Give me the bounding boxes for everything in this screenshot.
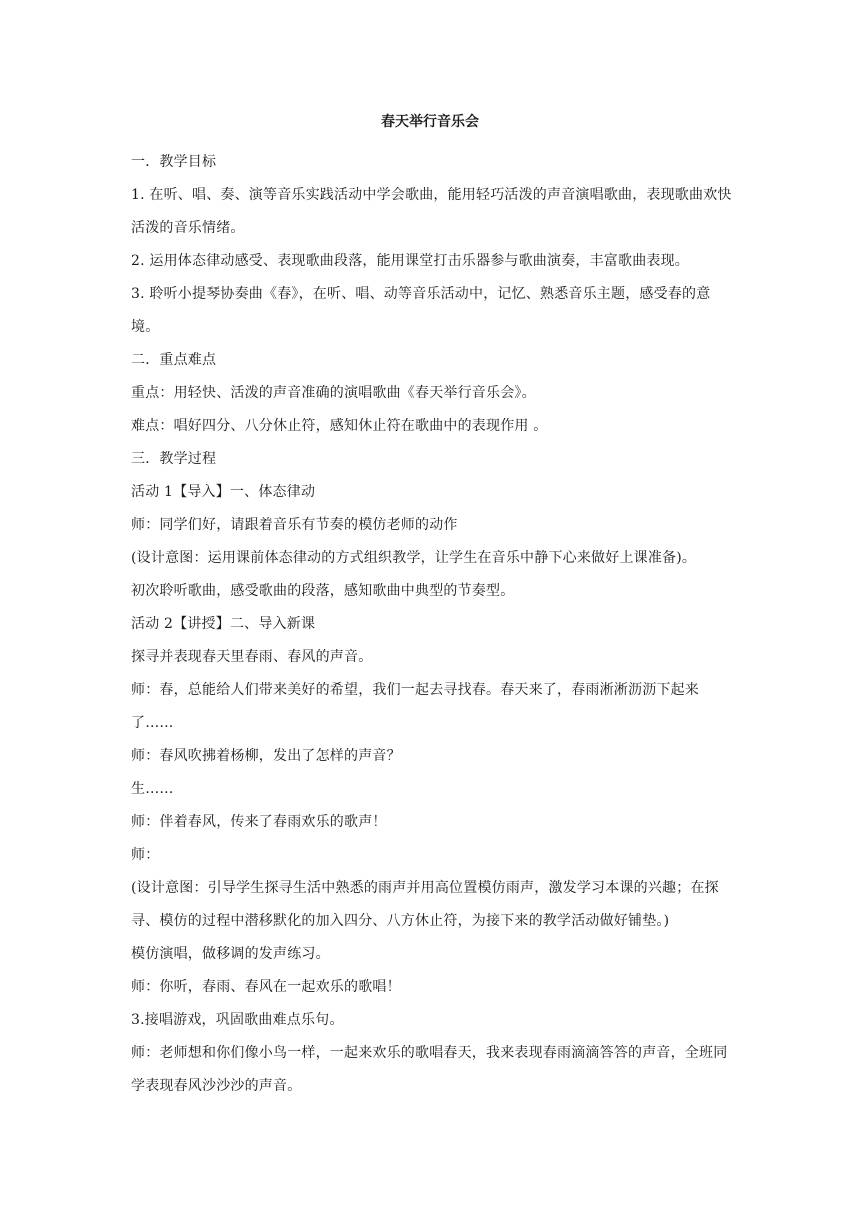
section-heading-key-points: 二．重点难点 [131, 352, 217, 368]
paragraph: 生…… [131, 781, 174, 797]
paragraph: 模仿演唱，做移调的发声练习。 [131, 946, 330, 962]
paragraph: 师：春风吹拂着杨柳，发出了怎样的声音？ [131, 748, 401, 764]
objective-item-3: 3. 聆听小提琴协奏曲《春》，在听、唱、动等音乐活动中，记忆、熟悉音乐主题，感受春的意境。 [131, 286, 711, 335]
difficult-point: 难点：唱好四分、八分休止符，感知休止符在歌曲中的表现作用 。 [131, 418, 548, 434]
paragraph: 3.接唱游戏，巩固歌曲难点乐句。 [131, 1012, 344, 1028]
paragraph: 师：春，总能给人们带来美好的希望，我们一起去寻找春。春天来了，春雨淅淅沥沥下起来了…… [131, 682, 699, 731]
document-title: 春天举行音乐会 [381, 114, 479, 130]
activity-2-heading: 活动 2【讲授】二、导入新课 [131, 616, 316, 632]
design-intent-note: (设计意图：引导学生探寻生活中熟悉的雨声并用高位置模仿雨声，激发学习本课的兴趣；在探寻、模仿的过程中潜移默化的加入四分、八方休止符，为接下来的教学活动做好铺垫。) [131, 880, 719, 929]
paragraph: 师：你听，春雨、春风在一起欢乐的歌唱！ [131, 979, 401, 995]
section-heading-process: 三．教学过程 [131, 451, 217, 467]
paragraph: 初次聆听歌曲，感受歌曲的段落，感知歌曲中典型的节奏型。 [131, 583, 515, 599]
section-heading-objectives: 一．教学目标 [131, 154, 217, 170]
document-body [131, 146, 735, 1103]
paragraph: 师：伴着春风，传来了春雨欢乐的歌声！ [131, 814, 387, 830]
paragraph: 探寻并表现春天里春雨、春风的声音。 [131, 649, 373, 665]
objective-item-1: 1. 在听、唱、奏、演等音乐实践活动中学会歌曲，能用轻巧活泼的声音演唱歌曲，表现歌曲欢快活泼的音乐情绪。 [131, 187, 732, 236]
activity-1-heading: 活动 1【导入】一、体态律动 [131, 484, 316, 500]
paragraph: 师： [131, 847, 160, 863]
key-point: 重点：用轻快、活泼的声音准确的演唱歌曲《春天举行音乐会》。 [131, 385, 536, 401]
paragraph: 师：老师想和你们像小鸟一样，一起来欢乐的歌唱春天，我来表现春雨滴滴答答的声音，全班同学表现春风沙沙沙的声音。 [131, 1045, 728, 1094]
design-intent-note: (设计意图：运用课前体态律动的方式组织教学，让学生在音乐中静下心来做好上课准备)。 [131, 550, 697, 566]
objective-item-2: 2. 运用体态律动感受、表现歌曲段落，能用课堂打击乐器参与歌曲演奏，丰富歌曲表现。 [131, 253, 690, 269]
paragraph: 师：同学们好，请跟着音乐有节奏的模仿老师的动作 [131, 517, 458, 533]
